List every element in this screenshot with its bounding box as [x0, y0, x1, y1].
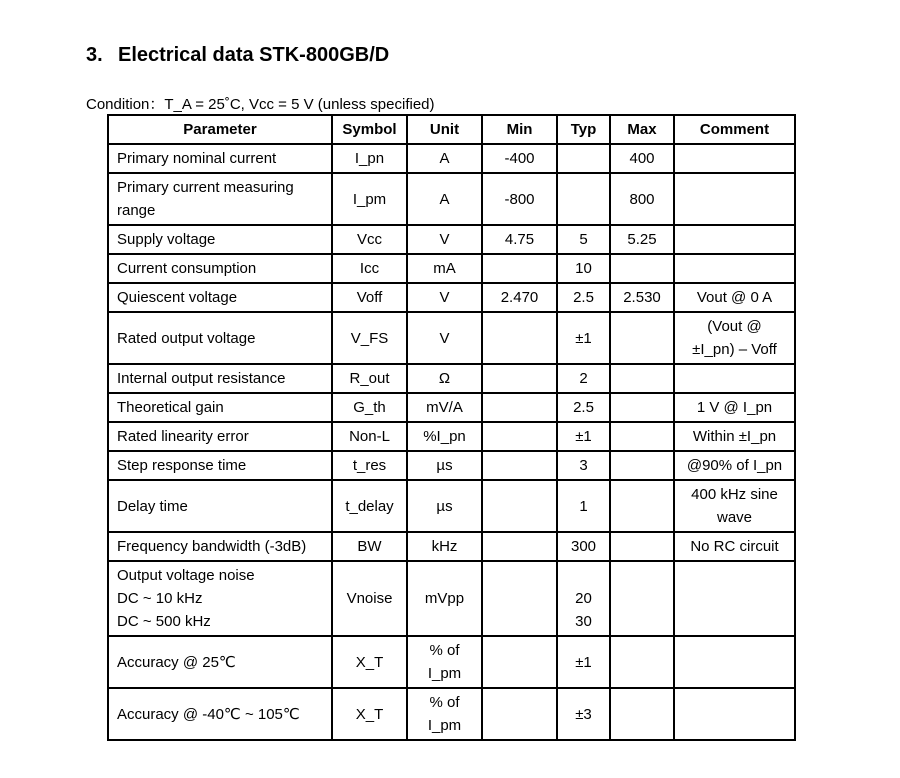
- symbol-cell: I_pm: [332, 173, 407, 225]
- comment-line: [679, 257, 790, 280]
- symbol-cell: G_th: [332, 393, 407, 422]
- typ-line: ±1: [575, 329, 592, 347]
- unit-cell: [407, 636, 482, 688]
- unit-line: mVpp: [424, 590, 465, 607]
- table-row: [108, 480, 795, 532]
- typ-cell: [557, 312, 610, 364]
- parameter-line: Accuracy @ -40℃ ~ 105℃: [117, 705, 300, 723]
- header-typ: Typ: [557, 115, 610, 144]
- comment-line: [679, 367, 790, 390]
- max-cell: 5.25: [610, 225, 674, 254]
- parameter-cell: [108, 393, 332, 422]
- parameter-line: Step response time: [117, 457, 247, 474]
- parameter-line: Primary current measuring: [117, 179, 294, 196]
- parameter-cell: [108, 225, 332, 254]
- max-cell: [610, 422, 674, 451]
- symbol-cell: R_out: [332, 364, 407, 393]
- comment-cell: [674, 451, 795, 480]
- table-header: [108, 115, 795, 144]
- parameter-line: range: [117, 202, 156, 219]
- comment-cell: [674, 173, 795, 225]
- unit-line: % of: [429, 642, 460, 659]
- min-cell: [482, 364, 557, 393]
- symbol-cell: Vnoise: [332, 561, 407, 636]
- comment-line: ±I_pn) – Voff: [692, 341, 777, 358]
- table-row: [108, 451, 795, 480]
- min-cell: [482, 636, 557, 688]
- typ-line: [562, 147, 605, 170]
- unit-line: mA: [433, 260, 456, 277]
- typ-line: [562, 564, 605, 587]
- unit-line: A: [439, 190, 450, 208]
- section-number: 3.: [86, 44, 103, 66]
- min-cell: [482, 561, 557, 636]
- parameter-line: Rated linearity error: [117, 428, 249, 445]
- typ-cell: [557, 144, 610, 173]
- header-max: Max: [610, 115, 674, 144]
- table-body: [108, 144, 795, 740]
- unit-cell: [407, 312, 482, 364]
- comment-cell: [674, 364, 795, 393]
- unit-line: V: [439, 231, 450, 248]
- unit-cell: [407, 173, 482, 225]
- unit-cell: [407, 532, 482, 561]
- max-cell: [610, 393, 674, 422]
- min-cell: -400: [482, 144, 557, 173]
- comment-line: [679, 228, 790, 251]
- comment-line: wave: [716, 509, 753, 526]
- min-cell: [482, 393, 557, 422]
- typ-line: ±1: [575, 428, 592, 445]
- parameter-cell: [108, 561, 332, 636]
- typ-cell: [557, 393, 610, 422]
- header-parameter: Parameter: [108, 115, 332, 144]
- typ-line: 2.5: [573, 289, 594, 306]
- comment-line: 400 kHz sine: [691, 486, 778, 503]
- unit-cell: [407, 688, 482, 740]
- typ-line: 20: [575, 590, 592, 607]
- min-cell: [482, 422, 557, 451]
- min-cell: [482, 312, 557, 364]
- symbol-cell: Voff: [332, 283, 407, 312]
- parameter-line: Primary nominal current: [117, 150, 277, 167]
- typ-line: 10: [575, 260, 592, 277]
- unit-cell: [407, 393, 482, 422]
- comment-line: [679, 587, 790, 610]
- typ-cell: [557, 225, 610, 254]
- section-heading: [86, 44, 389, 67]
- max-cell: [610, 312, 674, 364]
- typ-cell: [557, 451, 610, 480]
- unit-cell: [407, 144, 482, 173]
- comment-cell: [674, 688, 795, 740]
- comment-cell: [674, 144, 795, 173]
- parameter-cell: [108, 364, 332, 393]
- comment-line: [679, 651, 790, 674]
- comment-cell: [674, 561, 795, 636]
- symbol-cell: V_FS: [332, 312, 407, 364]
- unit-line: V: [439, 329, 450, 347]
- max-cell: [610, 480, 674, 532]
- parameter-cell: [108, 480, 332, 532]
- unit-cell: [407, 254, 482, 283]
- unit-line: µs: [436, 497, 453, 515]
- unit-line: Ω: [438, 370, 451, 387]
- comment-cell: [674, 254, 795, 283]
- parameter-cell: [108, 636, 332, 688]
- comment-cell: [674, 312, 795, 364]
- typ-cell: [557, 480, 610, 532]
- table-row: [108, 283, 795, 312]
- comment-cell: [674, 283, 795, 312]
- max-cell: [610, 451, 674, 480]
- comment-cell: [674, 480, 795, 532]
- max-cell: [610, 561, 674, 636]
- min-cell: [482, 254, 557, 283]
- parameter-cell: [108, 254, 332, 283]
- parameter-line: Rated output voltage: [117, 329, 256, 347]
- comment-cell: [674, 422, 795, 451]
- unit-line: mV/A: [426, 399, 463, 416]
- typ-cell: [557, 532, 610, 561]
- parameter-line: DC ~ 500 kHz: [117, 613, 211, 630]
- comment-line: [679, 147, 790, 170]
- table-row: [108, 393, 795, 422]
- table-row: [108, 636, 795, 688]
- unit-line: %I_pn: [423, 428, 466, 445]
- parameter-cell: [108, 422, 332, 451]
- test-condition: Condition：T_A = 25˚C, Vcc = 5 V (unless specified): [86, 96, 435, 113]
- typ-cell: [557, 561, 610, 636]
- unit-line: µs: [436, 457, 453, 474]
- table-row: [108, 312, 795, 364]
- unit-cell: [407, 283, 482, 312]
- comment-line: No RC circuit: [690, 538, 779, 555]
- comment-line: (Vout @: [707, 318, 762, 335]
- unit-cell: [407, 225, 482, 254]
- header-row: [108, 115, 795, 144]
- typ-cell: [557, 636, 610, 688]
- max-cell: 400: [610, 144, 674, 173]
- typ-line: 5: [579, 231, 588, 248]
- parameter-line: Current consumption: [117, 260, 257, 277]
- typ-line: 2.5: [573, 399, 594, 416]
- min-cell: 2.470: [482, 283, 557, 312]
- unit-cell: [407, 364, 482, 393]
- comment-cell: [674, 636, 795, 688]
- header-min: Min: [482, 115, 557, 144]
- table-row: [108, 364, 795, 393]
- unit-line: A: [439, 150, 450, 167]
- parameter-line: Theoretical gain: [117, 399, 224, 416]
- parameter-line: Quiescent voltage: [117, 289, 238, 306]
- comment-cell: [674, 393, 795, 422]
- min-cell: -800: [482, 173, 557, 225]
- max-cell: [610, 364, 674, 393]
- comment-line: 1 V @ I_pn: [696, 399, 773, 416]
- symbol-cell: t_delay: [332, 480, 407, 532]
- comment-cell: [674, 532, 795, 561]
- symbol-cell: BW: [332, 532, 407, 561]
- unit-line: I_pm: [427, 665, 462, 682]
- table-row: [108, 422, 795, 451]
- parameter-cell: [108, 173, 332, 225]
- typ-line: 300: [570, 538, 597, 555]
- comment-cell: [674, 225, 795, 254]
- typ-line: ±1: [575, 653, 592, 671]
- symbol-cell: I_pn: [332, 144, 407, 173]
- unit-cell: [407, 451, 482, 480]
- symbol-cell: X_T: [332, 688, 407, 740]
- table-row: [108, 173, 795, 225]
- electrical-data-table: [107, 114, 796, 741]
- typ-cell: [557, 283, 610, 312]
- typ-cell: [557, 688, 610, 740]
- min-cell: [482, 451, 557, 480]
- header-comment: Comment: [674, 115, 795, 144]
- typ-cell: [557, 254, 610, 283]
- typ-line: 3: [579, 457, 588, 474]
- comment-line: @90% of I_pn: [686, 457, 783, 474]
- symbol-cell: Non-L: [332, 422, 407, 451]
- unit-line: kHz: [431, 538, 458, 555]
- table-row: [108, 532, 795, 561]
- table-row: [108, 254, 795, 283]
- table-row: [108, 144, 795, 173]
- min-cell: 4.75: [482, 225, 557, 254]
- section-title: Electrical data STK-800GB/D: [118, 44, 390, 66]
- parameter-line: Internal output resistance: [117, 370, 286, 387]
- parameter-line: DC ~ 10 kHz: [117, 590, 203, 607]
- parameter-line: Output voltage noise: [117, 567, 255, 584]
- unit-cell: [407, 561, 482, 636]
- parameter-line: Delay time: [117, 497, 188, 515]
- min-cell: [482, 480, 557, 532]
- unit-line: % of: [429, 694, 460, 711]
- symbol-cell: X_T: [332, 636, 407, 688]
- parameter-line: Frequency bandwidth (-3dB): [117, 538, 307, 555]
- symbol-cell: Icc: [332, 254, 407, 283]
- header-unit: Unit: [407, 115, 482, 144]
- comment-line: Vout @ 0 A: [696, 289, 773, 306]
- typ-cell: [557, 173, 610, 225]
- parameter-line: Supply voltage: [117, 231, 216, 248]
- max-cell: [610, 532, 674, 561]
- comment-line: [679, 188, 790, 211]
- unit-cell: [407, 480, 482, 532]
- parameter-cell: [108, 451, 332, 480]
- symbol-cell: Vcc: [332, 225, 407, 254]
- max-cell: [610, 254, 674, 283]
- min-cell: [482, 532, 557, 561]
- header-symbol: Symbol: [332, 115, 407, 144]
- max-cell: [610, 688, 674, 740]
- unit-line: I_pm: [427, 717, 462, 734]
- typ-line: ±3: [575, 705, 592, 723]
- min-cell: [482, 688, 557, 740]
- max-cell: [610, 636, 674, 688]
- parameter-line: Accuracy @ 25℃: [117, 653, 236, 671]
- parameter-cell: [108, 283, 332, 312]
- comment-line: [679, 703, 790, 726]
- table-row: [108, 688, 795, 740]
- table-row: [108, 561, 795, 636]
- parameter-cell: [108, 312, 332, 364]
- parameter-cell: [108, 688, 332, 740]
- unit-cell: [407, 422, 482, 451]
- unit-line: V: [439, 289, 450, 306]
- typ-line: 30: [575, 613, 592, 630]
- parameter-cell: [108, 532, 332, 561]
- typ-line: 2: [579, 370, 588, 387]
- symbol-cell: t_res: [332, 451, 407, 480]
- max-cell: 2.530: [610, 283, 674, 312]
- parameter-cell: [108, 144, 332, 173]
- typ-cell: [557, 364, 610, 393]
- typ-line: 1: [579, 497, 588, 515]
- table-row: [108, 225, 795, 254]
- comment-line: Within ±I_pn: [692, 428, 777, 445]
- typ-cell: [557, 422, 610, 451]
- typ-line: [562, 188, 605, 211]
- max-cell: 800: [610, 173, 674, 225]
